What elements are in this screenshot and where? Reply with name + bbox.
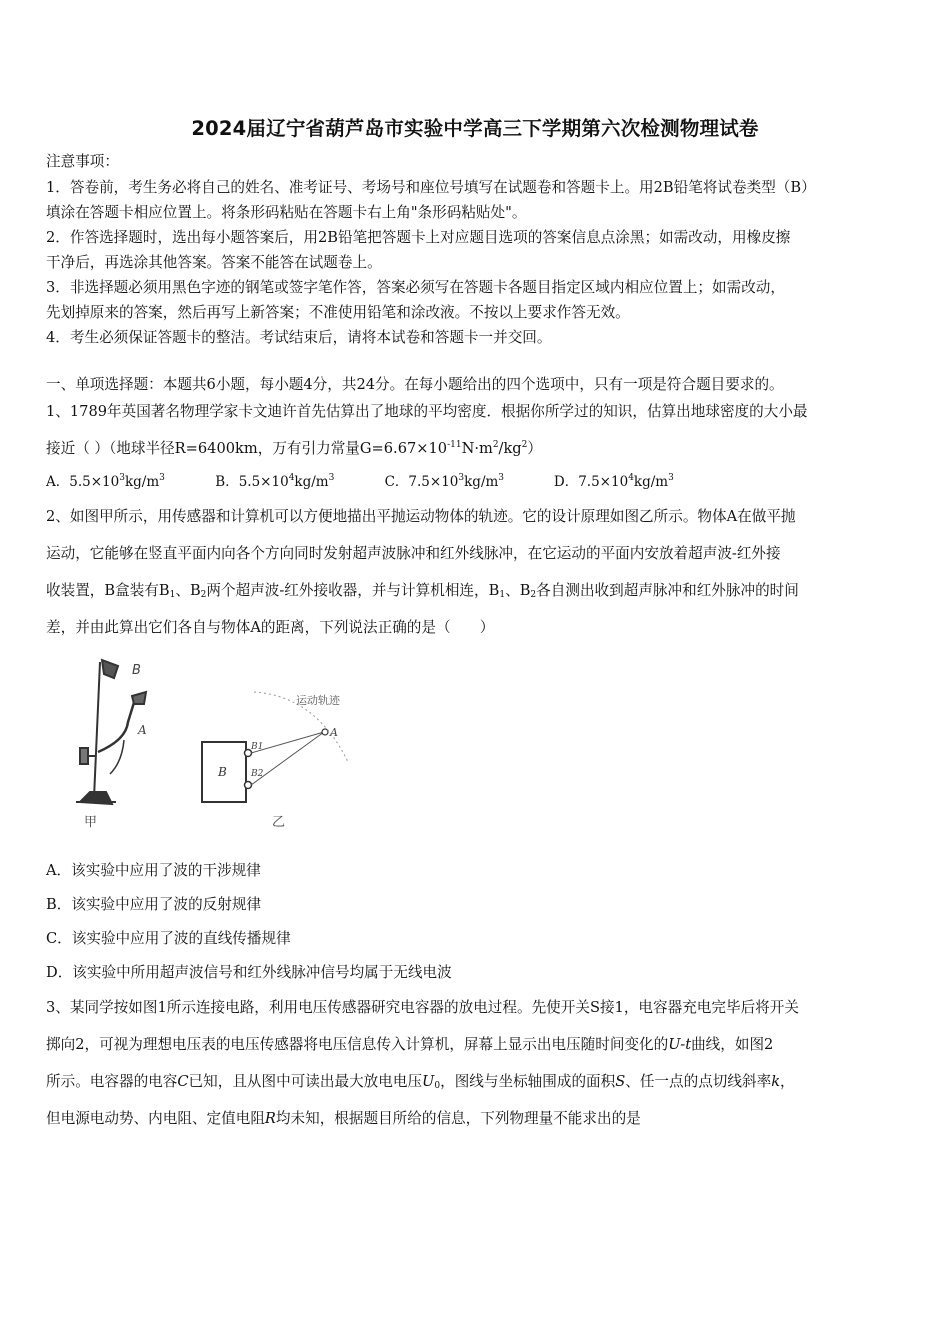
q2-line-3: 收装置，B盒装有$B_1$、$B_2$两个超声波-红外接收器，并与计算机相连，$B_1$、$B_2$各自测出收到超声脉冲和红外脉冲的时间 [46,582,799,600]
fig-label-a2: A [330,726,338,739]
q3-line-4: 但电源电动势、内电阻、定值电阻R均未知，根据题目所给的信息，下列物理量不能求出的是 [46,1110,641,1127]
notice-line-1: 1．答卷前，考生务必将自己的姓名、准考证号、考场号和座位号填写在试题卷和答题卡上。用2B铅笔将试卷类型（B） [46,179,816,196]
apparatus-diagram [66,652,366,832]
q1-option-c[interactable]: C．$7.5\times 10^3kg/m^3$ [384,473,505,490]
fig-label-b2s: B2 [251,769,264,779]
notice-line-4: 干净后，再选涂其他答案。答案不能答在试题卷上。 [46,254,382,271]
q1-options [46,472,906,492]
q1-option-b[interactable]: B．$5.5\times 10^4kg/m^3$ [215,473,335,490]
fig-label-b1s: B1 [251,742,264,752]
notice-line-2: 填涂在答题卡相应位置上。将条形码粘贴在答题卡右上角"条形码粘贴处"。 [46,204,527,221]
fig-label-a1: A [138,723,147,737]
fig-label-b1: B [132,663,141,678]
q2-option-c[interactable]: C．该实验中应用了波的直线传播规律 [46,930,291,947]
q2-option-d[interactable]: D．该实验中所用超声波信号和红外线脉冲信号均属于无线电波 [46,964,452,981]
q2-line-2: 运动，它能够在竖直平面内向各个方向同时发射超声波脉冲和红外线脉冲，在它运动的平面内安放着超声波-红外接 [46,545,781,562]
apparatus-jia [76,660,146,804]
q2-line-4: 差，并由此算出它们各自与物体A的距离，下列说法正确的是（ ） [46,619,495,636]
fig-label-jia: 甲 [84,815,98,830]
q1-line-2: 接近（ ）（地球半径R=6400km，万有引力常量$G=6.67\times 10^{-11}N\cdot m^2/kg^2$） [46,440,542,457]
q2-option-a[interactable]: A．该实验中应用了波的干涉规律 [46,862,261,879]
q3-line-3: 所示。电容器的电容C已知，且从图中可读出最大放电电压$U_0$，图线与坐标轴围成的面积S、任一点的点切线斜率k， [46,1073,795,1091]
page-title: 2024届辽宁省葫芦岛市实验中学高三下学期第六次检测物理试卷 [191,117,759,140]
notice-line-6: 先划掉原来的答案，然后再写上新答案；不准使用铅笔和涂改液。不按以上要求作答无效。 [46,304,630,321]
q2-option-b[interactable]: B．该实验中应用了波的反射规律 [46,896,262,913]
notice-heading: 注意事项： [46,153,119,170]
fig-label-b2: B [218,765,227,779]
fig-label-yi: 乙 [272,815,286,830]
section-heading: 一、单项选择题：本题共6小题，每小题4分，共24分。在每小题给出的四个选项中，只有一项是符合题目要求的。 [46,376,784,393]
q1-option-d[interactable]: D．$7.5\times 10^4kg/m^3$ [553,473,674,490]
notice-line-3: 2．作答选择题时，选出每小题答案后，用2B铅笔把答题卡上对应题目选项的答案信息点涂黑；如需改动，用橡皮擦 [46,229,791,246]
q1-line-1: 1、1789年英国著名物理学家卡文迪许首先估算出了地球的平均密度．根据你所学过的知识，估算出地球密度的大小最 [46,403,808,420]
notice-line-5: 3．非选择题必须用黑色字迹的钢笔或签字笔作答，答案必须写在答题卡各题目指定区域内相应位置上；如需改动， [46,279,785,296]
notice-line-7: 4．考生必须保证答题卡的整洁。考试结束后，请将本试卷和答题卡一并交回。 [46,329,552,346]
q2-line-1: 2、如图甲所示，用传感器和计算机可以方便地描出平抛运动物体的轨迹。它的设计原理如图乙所示。物体A在做平抛 [46,508,796,525]
q3-line-1: 3、某同学按如图1所示连接电路，利用电压传感器研究电容器的放电过程。先使开关S接1，电容器充电完毕后将开关 [46,999,799,1016]
q3-line-2: 掷向2，可视为理想电压表的电压传感器将电压信息传入计算机，屏幕上显示出电压随时间变化的U-t曲线，如图2 [46,1036,774,1053]
fig-track-label: 运动轨迹 [296,694,340,707]
q1-option-a[interactable]: A．$5.5\times 10^3kg/m^3$ [46,473,165,490]
q2-figure [66,652,366,832]
apparatus-yi [202,692,348,802]
